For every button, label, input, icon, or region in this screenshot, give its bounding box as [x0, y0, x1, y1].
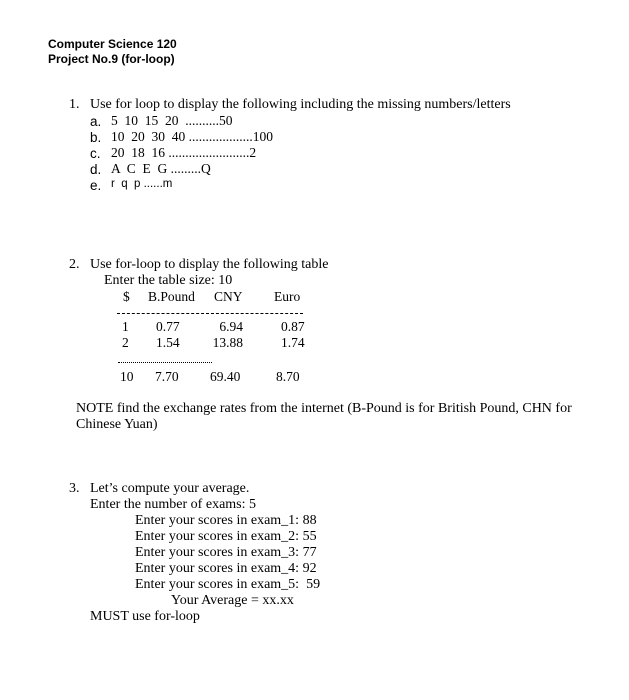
q3-score-5: Enter your scores in exam_5: 59 [135, 577, 321, 592]
q1-item-a-text: 5 10 15 20 ..........50 [111, 113, 233, 128]
q2-note-line2: Chinese Yuan) [76, 417, 158, 432]
table-row-10-idx: 10 [120, 369, 134, 384]
q1-item-d-label: d. [90, 162, 102, 177]
table-row-2-cny: 13.88 [212, 335, 243, 350]
q3-must: MUST use for-loop [90, 609, 200, 624]
q3-score-2: Enter your scores in exam_2: 55 [135, 529, 317, 544]
q2-size-prompt: Enter the table size: 10 [104, 273, 233, 288]
table-row-1-cny: 6.94 [219, 319, 243, 334]
q1-number: 1. [69, 97, 80, 112]
table-row-10-bpound: 7.70 [155, 369, 179, 384]
q3-score-1: Enter your scores in exam_1: 88 [135, 513, 317, 528]
q2-col-bpound: B.Pound [148, 289, 195, 304]
course-title: Computer Science 120 [48, 37, 177, 51]
q2-prompt: Use for-loop to display the following table [90, 257, 329, 272]
table-row-2-bpound: 1.54 [156, 335, 180, 350]
q1-item-b-text: 10 20 30 40 ...................100 [111, 129, 273, 144]
q3-score-4: Enter your scores in exam_4: 92 [135, 561, 317, 576]
q1-item-b-label: b. [90, 130, 102, 145]
q2-note-line1: NOTE find the exchange rates from the internet (B-Pound is for British Pound, CHN for [76, 401, 572, 416]
table-ellipsis-dots [118, 362, 212, 363]
table-row-10-cny: 69.40 [210, 369, 241, 384]
q1-item-e-label: e. [90, 178, 102, 193]
table-row-1-euro: 0.87 [281, 319, 305, 334]
table-row-2-idx: 2 [122, 335, 129, 350]
q1-item-c-text: 20 18 16 ........................2 [111, 145, 257, 160]
q3-exams-prompt: Enter the number of exams: 5 [90, 497, 257, 512]
q1-item-a-label: a. [90, 114, 102, 129]
table-row-2-euro: 1.74 [281, 335, 305, 350]
q3-prompt: Let’s compute your average. [90, 481, 250, 496]
q1-prompt: Use for loop to display the following including the missing numbers/letters [90, 97, 511, 112]
q1-item-d-text: A C E G .........Q [111, 161, 211, 176]
table-row-10-euro: 8.70 [276, 369, 300, 384]
q1-item-e-text: r q p ......m [111, 178, 173, 190]
table-row-1-idx: 1 [122, 319, 129, 334]
q2-number: 2. [69, 257, 80, 272]
q1-item-c-label: c. [90, 146, 101, 161]
q3-score-3: Enter your scores in exam_3: 77 [135, 545, 317, 560]
q2-col-euro: Euro [274, 289, 301, 304]
q3-average: Your Average = xx.xx [171, 593, 294, 608]
table-row-1-bpound: 0.77 [156, 319, 180, 334]
table-header-rule [117, 313, 303, 314]
q2-col-dollar: $ [123, 289, 130, 304]
q2-col-cny: CNY [214, 289, 243, 304]
q3-number: 3. [69, 481, 80, 496]
project-title: Project No.9 (for-loop) [48, 52, 175, 66]
